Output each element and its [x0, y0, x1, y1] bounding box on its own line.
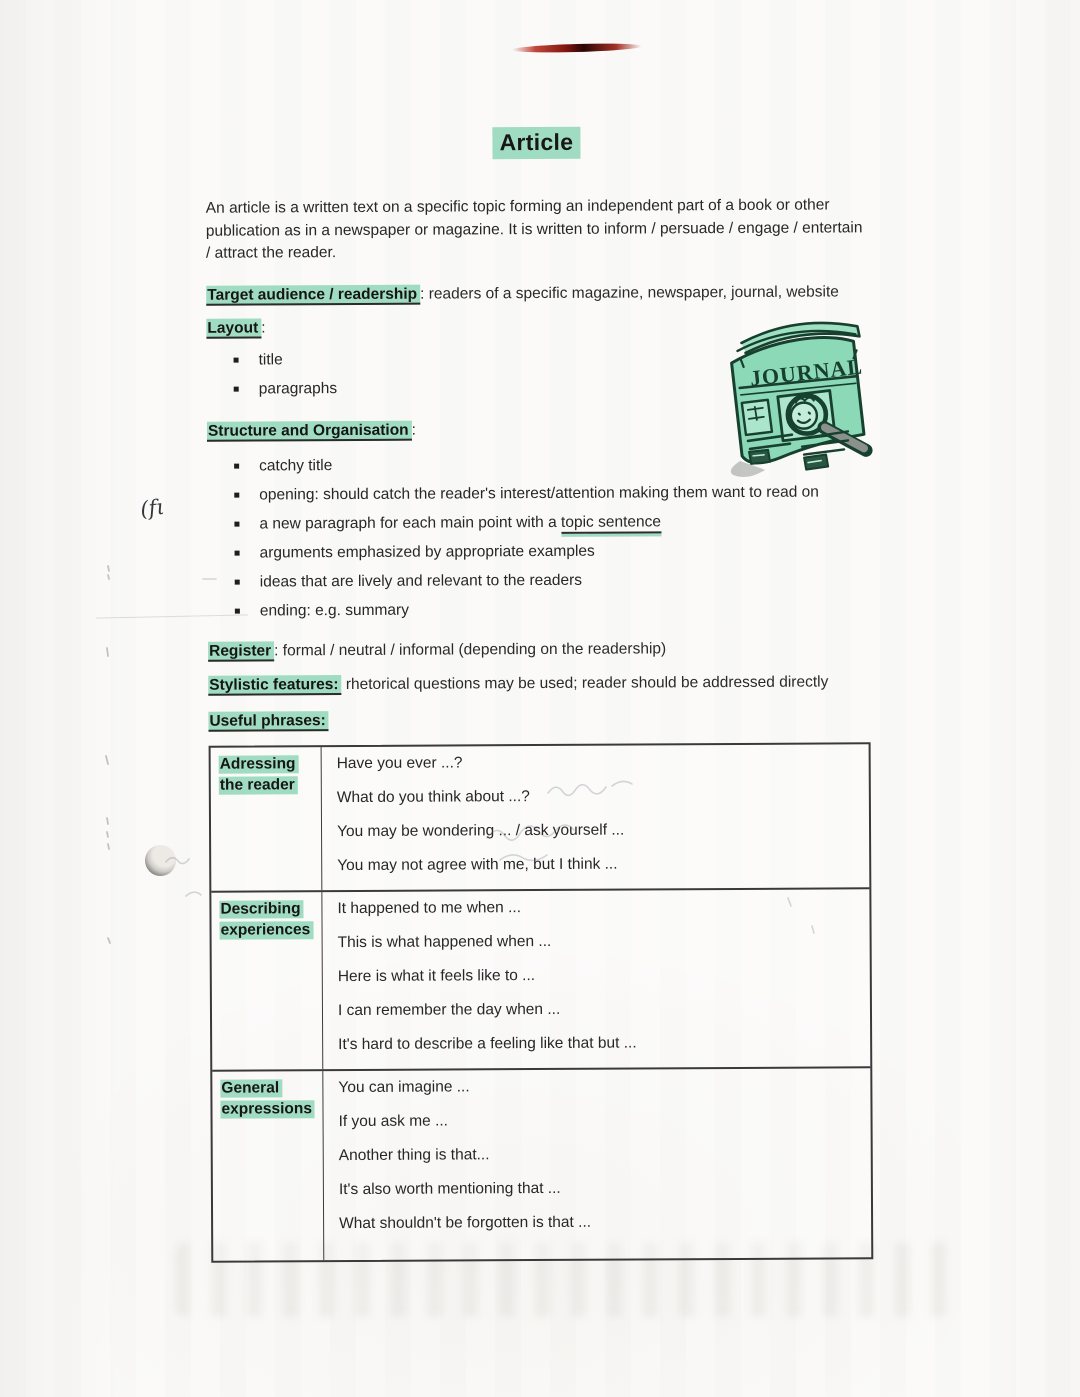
phrase-text: It happened to me when ... — [337, 899, 522, 918]
square-bullet-icon — [234, 464, 239, 469]
useful-phrases-label: Useful phrases: — [208, 711, 328, 732]
phrase-text: You may not agree with me, but I think ... — [337, 855, 618, 875]
target-audience-line — [206, 281, 870, 305]
stylistic-text: rhetorical questions may be used; reader should be addressed directly — [341, 673, 829, 694]
register-label: Register — [208, 641, 274, 661]
list-item — [234, 511, 874, 534]
square-bullet-icon — [234, 493, 239, 498]
layout-colon: : — [261, 319, 266, 337]
register-text: : formal / neutral / informal (depending on the readership) — [274, 640, 667, 660]
square-bullet-icon — [234, 358, 239, 363]
page-title — [205, 125, 867, 160]
phrase-text: What do you think about ...? — [336, 788, 530, 807]
row-header-addressing-reader: Adressing the reader — [219, 755, 299, 794]
intro-paragraph: An article is a written text on a specific topic forming an independent part of a book or other publication as in a newspaper or magazine. It is written to inform / persuade / engage / entertain / attract the reader. — [205, 196, 863, 262]
table-row — [211, 744, 870, 890]
punch-hole — [145, 845, 176, 876]
table-row — [211, 887, 870, 1069]
square-bullet-icon — [234, 387, 239, 392]
target-audience-label: Target audience / readership — [206, 285, 420, 306]
stylistic-features-line — [208, 671, 872, 695]
phrase-text: What shouldn't be forgotten is that ... — [339, 1213, 592, 1233]
register-line — [208, 637, 872, 661]
structure-item-2 — [259, 512, 661, 534]
table-row-header — [211, 892, 323, 1070]
useful-phrases-table — [209, 742, 874, 1262]
structure-label: Structure and Organisation — [207, 421, 412, 442]
journal-masthead-text: JOURNAL — [748, 353, 865, 391]
list-item — [235, 540, 875, 563]
phrase-text: Here is what it feels like to ... — [337, 967, 536, 986]
layout-item-paragraphs: paragraphs — [258, 380, 338, 398]
newspaper-journal-clipart — [703, 314, 892, 485]
phrase-cell — [323, 1068, 871, 1260]
structure-item-2-text: a new paragraph for each main point with a — [259, 513, 562, 533]
structure-item-0: catchy title — [259, 457, 333, 475]
phrase-cell — [322, 744, 870, 890]
target-audience-text: : readers of a specific magazine, newspaper, journal, website — [420, 283, 839, 303]
layout-label: Layout — [206, 318, 261, 338]
topic-sentence-underlined: topic sentence — [561, 513, 661, 534]
phrase-cell — [322, 889, 870, 1069]
useful-phrases-heading — [208, 707, 872, 731]
phrase-text: Have you ever ...? — [336, 754, 463, 773]
square-bullet-icon — [235, 609, 240, 614]
handwritten-margin-note: (fι — [139, 494, 166, 522]
table-row-header — [211, 747, 323, 891]
phrase-text: It's also worth mentioning that ... — [338, 1179, 561, 1199]
structure-item-3: arguments emphasized by appropriate examples — [259, 542, 595, 562]
layout-item-title: title — [258, 351, 283, 369]
row-header-describing-experiences: Describing experiences — [219, 900, 313, 939]
phrase-text: It's hard to describe a feeling like that but ... — [338, 1034, 637, 1054]
square-bullet-icon — [234, 522, 239, 527]
phrase-text: This is what happened when ... — [337, 932, 552, 952]
stylistic-label: Stylistic features: — [208, 675, 341, 696]
structure-item-5: ending: e.g. summary — [259, 601, 409, 620]
phrase-text: You may be wondering ... / ask yourself ... — [336, 821, 625, 841]
structure-item-4: ideas that are lively and relevant to the readers — [259, 571, 583, 591]
table-row — [212, 1066, 871, 1260]
square-bullet-icon — [235, 551, 240, 556]
list-item — [234, 482, 874, 505]
phrase-text: I can remember the day when ... — [337, 1000, 561, 1020]
phrase-text: You can imagine ... — [338, 1078, 470, 1097]
page-title-text: Article — [493, 127, 581, 159]
list-item — [235, 598, 875, 621]
list-item — [235, 569, 875, 592]
structure-colon: : — [411, 421, 416, 439]
structure-item-1: opening: should catch the reader's interest/attention making them want to read on — [259, 483, 819, 504]
phrase-text: Another thing is that... — [338, 1146, 490, 1165]
row-header-general-expressions: General expressions — [220, 1079, 315, 1118]
table-row-header — [212, 1071, 324, 1261]
square-bullet-icon — [235, 580, 240, 585]
phrase-text: If you ask me ... — [338, 1112, 449, 1131]
